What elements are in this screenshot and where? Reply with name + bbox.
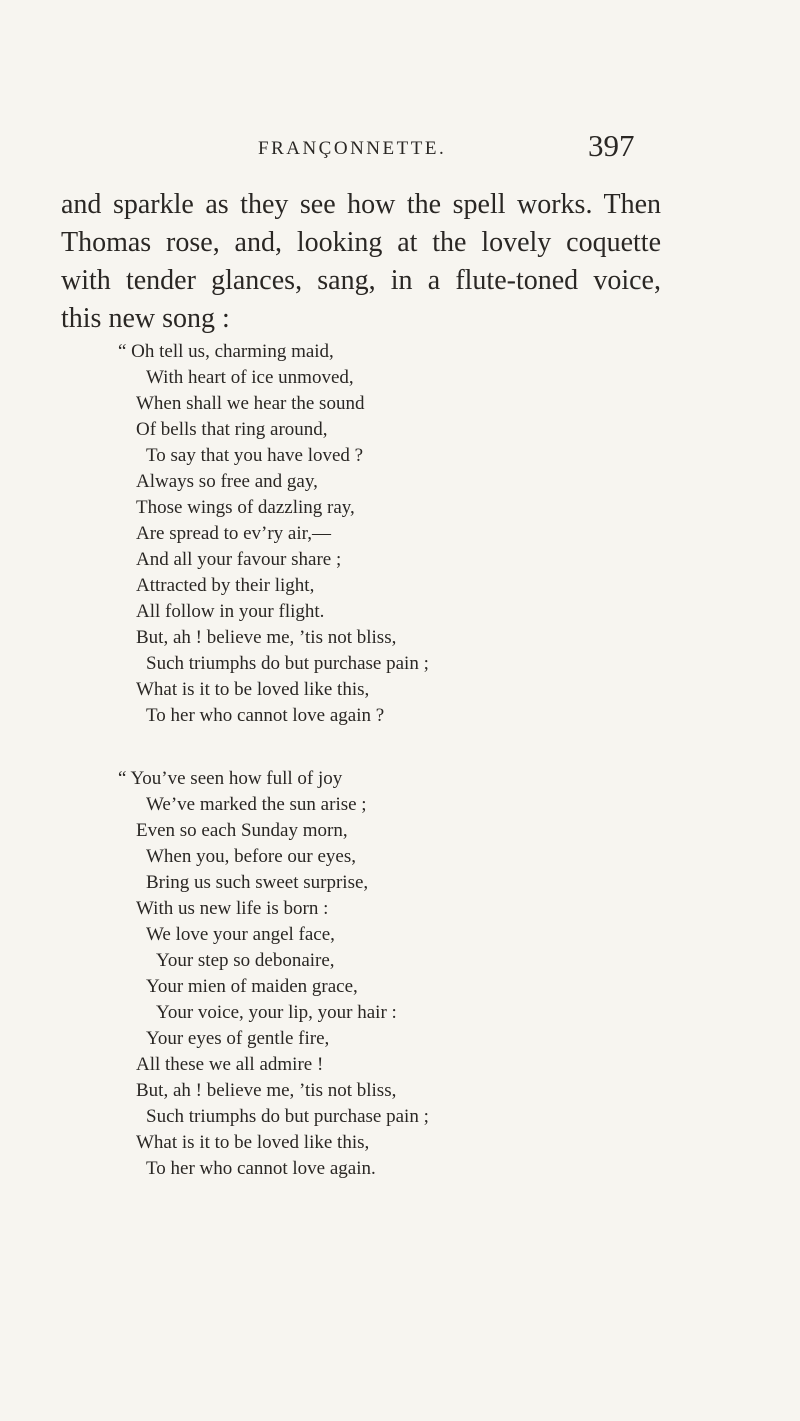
- poem-line: With heart of ice unmoved,: [146, 367, 354, 388]
- poem-line: When you, before our eyes,: [146, 846, 356, 867]
- poem-line: What is it to be loved like this,: [136, 679, 370, 700]
- poem-line: Always so free and gay,: [136, 471, 318, 492]
- page-number: 397: [588, 128, 635, 163]
- poem-line: With us new life is born :: [136, 898, 329, 919]
- poem-line: “ Oh tell us, charming maid,: [118, 341, 334, 362]
- poem-line: And all your favour share ;: [136, 549, 342, 570]
- prose-line: and sparkle as they see how the spell works. Then: [61, 189, 661, 220]
- poem-line: To her who cannot love again ?: [146, 705, 385, 726]
- poem-line: All these we all admire !: [136, 1054, 324, 1075]
- poem-line: Such triumphs do but purchase pain ;: [146, 653, 429, 674]
- prose-line: with tender glances, sang, in a flute-toned voice,: [61, 265, 661, 296]
- poem-line: When shall we hear the sound: [136, 393, 365, 414]
- poem-line: To say that you have loved ?: [146, 445, 364, 466]
- poem-line: We love your angel face,: [146, 924, 335, 945]
- poem-line: Your mien of maiden grace,: [146, 976, 358, 997]
- poem-line: “ You’ve seen how full of joy: [118, 768, 343, 789]
- poem-line: To her who cannot love again.: [146, 1158, 376, 1179]
- poem-line: We’ve marked the sun arise ;: [146, 794, 367, 815]
- poem-line: What is it to be loved like this,: [136, 1132, 370, 1153]
- poem-line: All follow in your flight.: [136, 601, 325, 622]
- running-title: FRANÇONNETTE.: [258, 138, 447, 159]
- poem-line: Bring us such sweet surprise,: [146, 872, 369, 893]
- poem-line: Your voice, your lip, your hair :: [156, 1002, 397, 1023]
- poem-line: Those wings of dazzling ray,: [136, 497, 355, 518]
- page-header: [258, 128, 658, 168]
- poem-line: Your step so debonaire,: [156, 950, 335, 971]
- poem-line: Even so each Sunday morn,: [136, 820, 348, 841]
- prose-line: Thomas rose, and, looking at the lovely coquette: [61, 227, 661, 258]
- prose-line: this new song :: [61, 303, 230, 334]
- poem-line: Of bells that ring around,: [136, 419, 328, 440]
- poem-line: Such triumphs do but purchase pain ;: [146, 1106, 429, 1127]
- poem-line: Your eyes of gentle fire,: [146, 1028, 330, 1049]
- poem-line: Attracted by their light,: [136, 575, 315, 596]
- poem-line: Are spread to ev’ry air,—: [136, 523, 331, 544]
- poem-line: But, ah ! believe me, ’tis not bliss,: [136, 627, 397, 648]
- poem-line: But, ah ! believe me, ’tis not bliss,: [136, 1080, 397, 1101]
- prose-paragraph: [61, 186, 661, 338]
